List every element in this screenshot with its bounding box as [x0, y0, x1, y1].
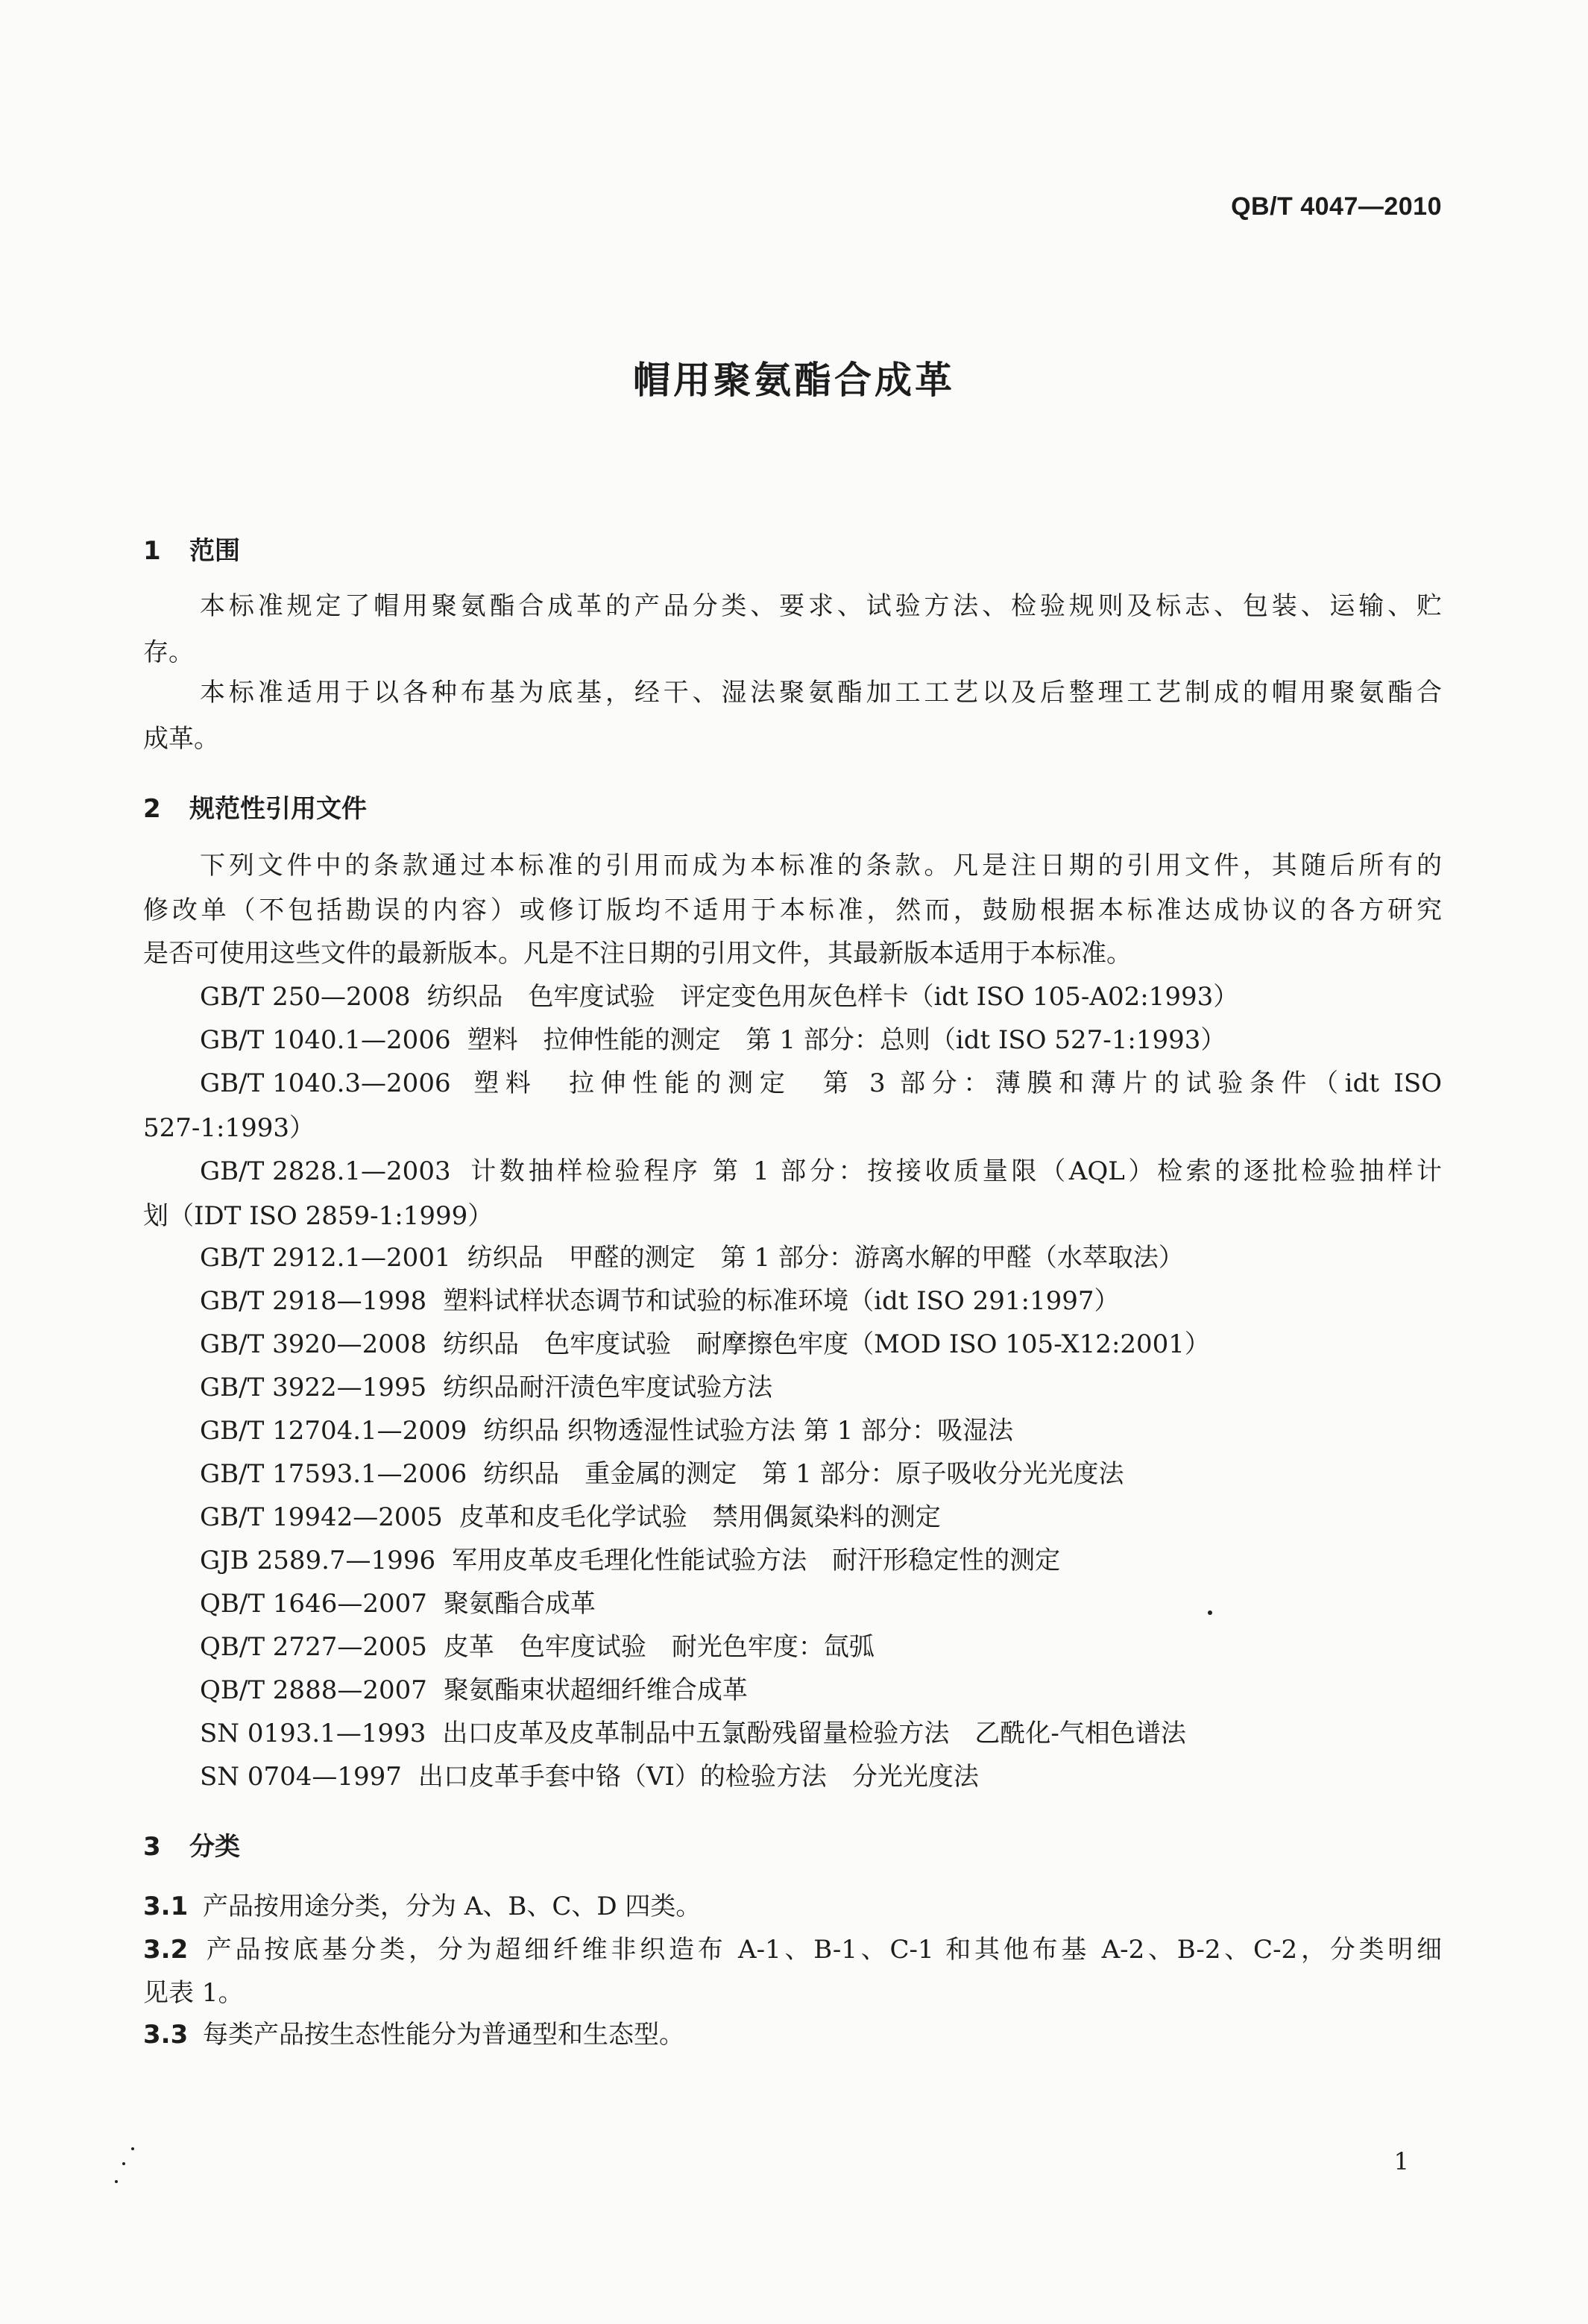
clause-number: 3.1: [143, 1892, 189, 1921]
clause-text: 每类产品按生态性能分为普通型和生态型。: [203, 2020, 684, 2050]
reference-item: [200, 1414, 1442, 1448]
reference-title: 纺织品 织物透湿性试验方法 第 1 部分：吸湿法: [483, 1416, 1014, 1446]
reference-code: GB/T 19942—2005: [200, 1502, 443, 1532]
reference-code: GB/T 250—2008: [200, 982, 411, 1012]
reference-item: [200, 1630, 1442, 1664]
clause-item: [143, 1933, 1442, 1967]
reference-title: 出口皮革手套中铬（VI）的检验方法 分光光度法: [418, 1762, 979, 1792]
section-3-heading: [143, 1830, 1442, 1864]
reference-code: SN 0704—1997: [200, 1762, 402, 1792]
reference-title: 纺织品 甲醛的测定 第 1 部分：游离水解的甲醛（水萃取法）: [467, 1243, 1184, 1273]
reference-title: 军用皮革皮毛理化性能试验方法 耐汗形稳定性的测定: [452, 1546, 1061, 1575]
reference-item: [200, 1241, 1442, 1275]
section-number: 2: [143, 794, 161, 824]
section-title: 规范性引用文件: [189, 794, 367, 824]
reference-item: [200, 1327, 1442, 1361]
reference-title: 纺织品 重金属的测定 第 1 部分：原子吸收分光光度法: [483, 1459, 1124, 1489]
clause-item: [143, 1889, 1442, 1924]
reference-title: 纺织品 色牢度试验 耐摩擦色牢度（MOD ISO 105-X12:2001）: [443, 1329, 1210, 1359]
scan-speck: [131, 2147, 134, 2150]
scan-speck: [122, 2162, 125, 2165]
paragraph-line: 本标准规定了帽用聚氨酯合成革的产品分类、要求、试验方法、检验规则及标志、包装、运输、贮: [200, 591, 1442, 621]
document-title: 帽用聚氨酯合成革: [633, 359, 955, 402]
reference-item: [200, 1587, 1442, 1621]
reference-title: 塑料 拉伸性能的测定 第 3 部分：薄膜和薄片的试验条件（idt ISO: [467, 1068, 1442, 1098]
reference-title: 聚氨酯合成革: [443, 1589, 596, 1619]
reference-code: GB/T 1040.1—2006: [200, 1025, 451, 1055]
section-2-heading: [143, 792, 1442, 826]
clause-continuation: 见表 1。: [143, 1978, 244, 2008]
reference-code: GB/T 2828.1—2003: [200, 1156, 451, 1186]
clause-text: 产品按用途分类，分为 A、B、C、D 四类。: [203, 1892, 702, 1921]
section-number: 3: [143, 1832, 161, 1862]
reference-code: QB/T 1646—2007: [200, 1589, 427, 1619]
reference-title: 出口皮革及皮革制品中五氯酚残留量检验方法 乙酰化-气相色谱法: [442, 1719, 1186, 1748]
reference-item: [200, 1066, 1442, 1100]
reference-code: GJB 2589.7—1996: [200, 1546, 436, 1575]
reference-code: QB/T 2888—2007: [200, 1675, 427, 1705]
reference-title: 纺织品 色牢度试验 评定变色用灰色样卡（idt ISO 105-A02:1993）: [426, 982, 1239, 1012]
reference-code: QB/T 2727—2005: [200, 1632, 427, 1662]
section-number: 1: [143, 536, 161, 566]
reference-item: [200, 1500, 1442, 1534]
reference-continuation: 527-1:1993）: [143, 1113, 315, 1143]
reference-code: GB/T 2912.1—2001: [200, 1243, 451, 1273]
paragraph-line: 成革。: [143, 724, 219, 754]
clause-item: [143, 2018, 1442, 2052]
reference-item: [200, 1370, 1442, 1405]
page-number: 1: [1393, 2147, 1409, 2176]
reference-title: 塑料 拉伸性能的测定 第 1 部分：总则（idt ISO 527-1:1993）: [467, 1025, 1226, 1055]
reference-item: [200, 980, 1442, 1014]
clause-number: 3.3: [143, 2020, 189, 2050]
paragraph-line: 是否可使用这些文件的最新版本。凡是不注日期的引用文件，其最新版本适用于本标准。: [143, 939, 1132, 969]
paragraph-line: 下列文件中的条款通过本标准的引用而成为本标准的条款。凡是注日期的引用文件，其随后所有的: [200, 851, 1442, 881]
reference-code: GB/T 3922—1995: [200, 1373, 427, 1402]
reference-item: [200, 1154, 1442, 1188]
reference-title: 皮革 色牢度试验 耐光色牢度：氙弧: [443, 1632, 875, 1662]
reference-code: GB/T 3920—2008: [200, 1329, 427, 1359]
reference-title: 皮革和皮毛化学试验 禁用偶氮染料的测定: [459, 1502, 941, 1532]
scan-speck: [115, 2180, 118, 2183]
clause-number: 3.2: [143, 1935, 189, 1965]
reference-continuation: 划（IDT ISO 2859-1:1999）: [143, 1201, 494, 1231]
reference-item: [200, 1760, 1442, 1794]
reference-title: 计数抽样检验程序 第 1 部分：按接收质量限（AQL）检索的逐批检验抽样计: [467, 1156, 1442, 1186]
clause-text: 产品按底基分类，分为超细纤维非织造布 A-1、B-1、C-1 和其他布基 A-2、B-2、C-2，分类明细: [203, 1935, 1442, 1965]
standard-code: QB/T 4047—2010: [1231, 192, 1442, 221]
reference-item: [200, 1543, 1442, 1578]
section-1-heading: [143, 534, 1442, 568]
scan-speck: [1208, 1610, 1212, 1615]
reference-item: [200, 1457, 1442, 1491]
reference-code: GB/T 1040.3—2006: [200, 1068, 451, 1098]
reference-code: GB/T 17593.1—2006: [200, 1459, 467, 1489]
reference-title: 纺织品耐汗渍色牢度试验方法: [443, 1373, 773, 1402]
reference-item: [200, 1716, 1442, 1751]
paragraph-line: 本标准适用于以各种布基为底基，经干、湿法聚氨酯加工工艺以及后整理工艺制成的帽用聚氨酯合: [200, 678, 1442, 708]
reference-code: GB/T 2918—1998: [200, 1286, 427, 1316]
reference-title: 塑料试样状态调节和试验的标准环境（idt ISO 291:1997）: [443, 1286, 1120, 1316]
paragraph-line: 存。: [143, 637, 194, 667]
reference-item: [200, 1284, 1442, 1318]
reference-item: [200, 1673, 1442, 1707]
reference-item: [200, 1023, 1442, 1057]
reference-code: GB/T 12704.1—2009: [200, 1416, 467, 1446]
reference-title: 聚氨酯束状超细纤维合成革: [443, 1675, 748, 1705]
paragraph-line: 修改单（不包括勘误的内容）或修订版均不适用于本标准，然而，鼓励根据本标准达成协议的各方研究: [143, 895, 1442, 925]
section-title: 范围: [189, 536, 240, 566]
reference-code: SN 0193.1—1993: [200, 1719, 426, 1748]
section-title: 分类: [189, 1832, 240, 1862]
